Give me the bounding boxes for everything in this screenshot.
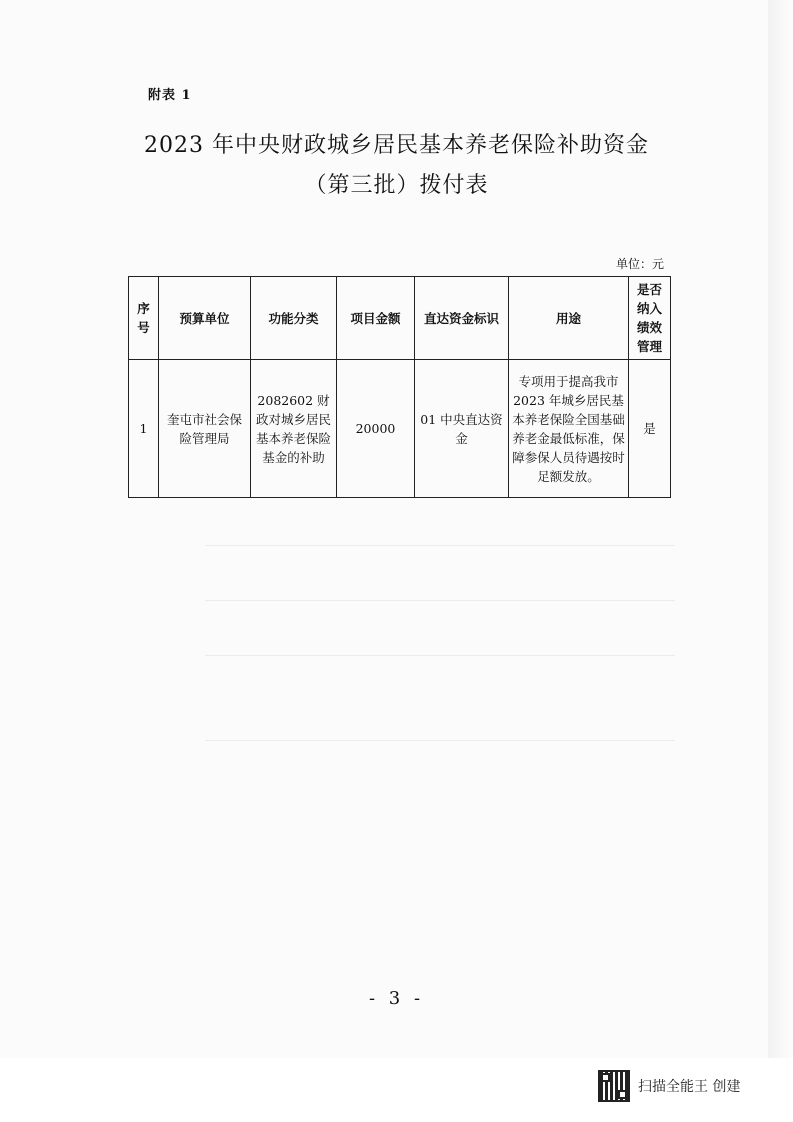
cell-amount: 20000 (337, 360, 415, 498)
table-row (129, 360, 671, 498)
cell-function-category: 2082602 财政对城乡居民基本养老保险基金的补助 (251, 360, 337, 498)
cell-direct-fund: 01 中央直达资金 (415, 360, 509, 498)
page-number: - 3 - (368, 988, 425, 1009)
header-performance: 是否纳入绩效管理 (629, 277, 671, 360)
bleed-through-line (205, 740, 675, 741)
scan-edge (768, 0, 793, 1065)
table-header-row (129, 277, 671, 360)
header-amount: 项目金额 (337, 277, 415, 360)
qr-code-icon (598, 1070, 630, 1102)
scanner-watermark (598, 1068, 788, 1104)
document-title: 2023 年中央财政城乡居民基本养老保险补助资金 (144, 133, 649, 158)
header-direct-fund: 直达资金标识 (415, 277, 509, 360)
bleed-through-line (205, 600, 675, 601)
watermark-text: 扫描全能王 创建 (638, 1079, 741, 1095)
bleed-through-line (205, 655, 675, 656)
cell-budget-unit: 奎屯市社会保险管理局 (159, 360, 251, 498)
document-subtitle: （第三批）拨付表 (304, 173, 489, 198)
bleed-through-line (205, 545, 675, 546)
header-index: 序号 (129, 277, 159, 360)
cell-performance: 是 (629, 360, 671, 498)
header-budget-unit: 预算单位 (159, 277, 251, 360)
appendix-label: 附表 1 (148, 88, 192, 103)
cell-purpose: 专项用于提高我市 2023 年城乡居民基本养老保险全国基础养老金最低标准，保障参保人员待遇按时足额发放。 (509, 360, 629, 498)
unit-label: 单位：元 (615, 257, 664, 271)
header-function-category: 功能分类 (251, 277, 337, 360)
grant-table (128, 276, 671, 498)
header-purpose: 用途 (509, 277, 629, 360)
cell-index: 1 (129, 360, 159, 498)
